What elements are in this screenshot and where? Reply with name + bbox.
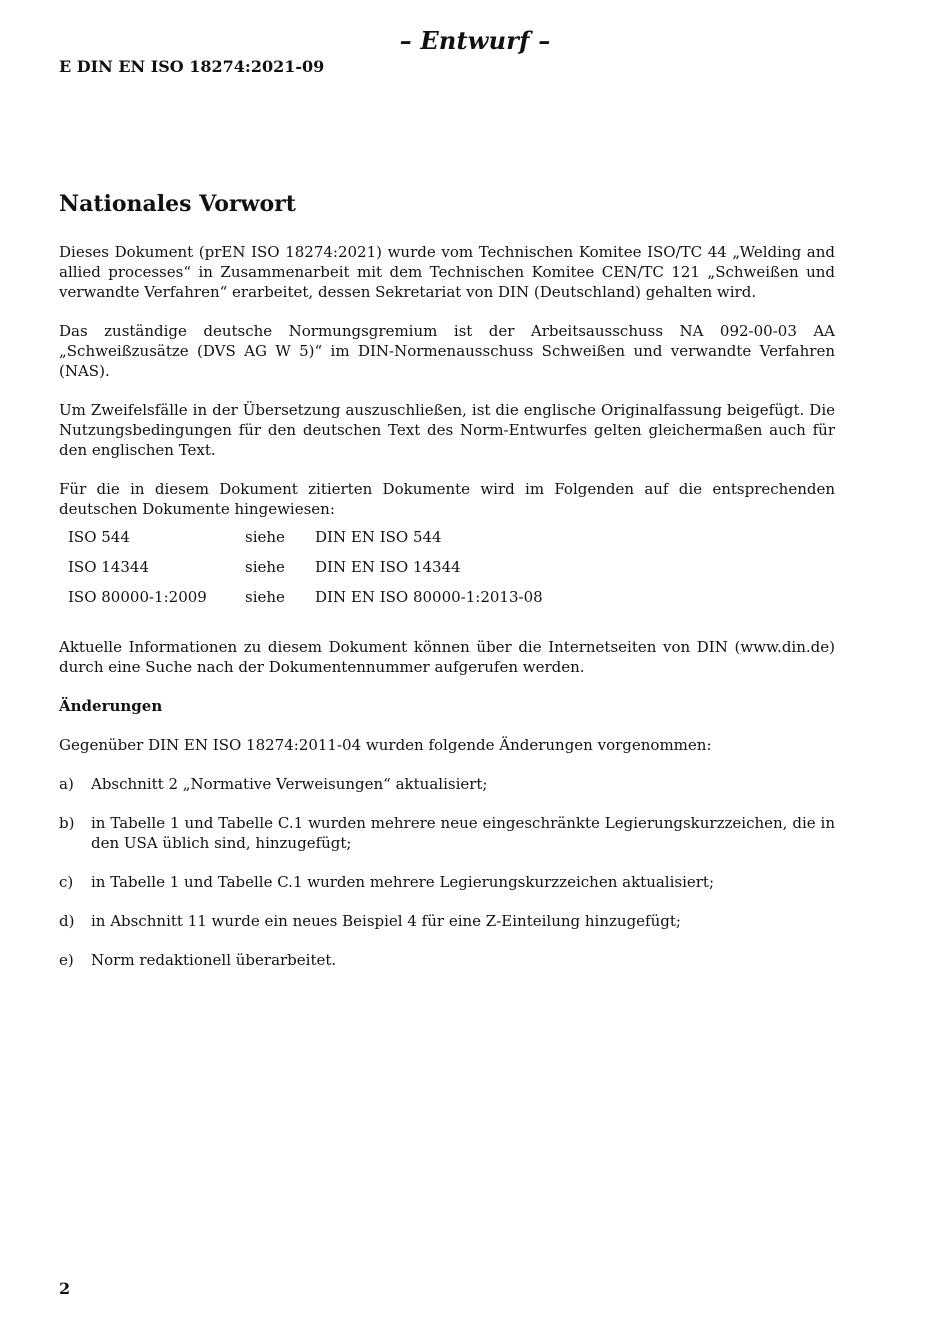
din-reference: DIN EN ISO 80000-1:2013-08	[315, 588, 543, 606]
list-text: Abschnitt 2 „Normative Verweisungen“ aktualisiert;	[91, 775, 488, 793]
changes-intro: Gegenüber DIN EN ISO 18274:2011-04 wurden folgende Änderungen vorgenommen:	[59, 736, 712, 754]
list-marker: b)	[59, 814, 75, 832]
see-label: siehe	[245, 528, 285, 546]
list-text: in Tabelle 1 und Tabelle C.1 wurden mehrere neue eingeschränkte Legierungskurzzeichen, die in den USA üblich sind, hinzugefügt;	[91, 814, 835, 852]
page-number: 2	[59, 1279, 71, 1298]
reference-row	[59, 587, 543, 617]
paragraph-committee: Dieses Dokument (prEN ISO 18274:2021) wurde vom Technischen Komitee ISO/TC 44 „Welding and allied processes“ in Zusammenarbeit mit dem Technischen Komitee CEN/TC 121 „Schweißen und verwandte Verfahren“ erarbeitet, dessen Sekretariat von DIN (Deutschland) gehalten wird.	[59, 243, 835, 301]
see-label: siehe	[245, 588, 285, 606]
changes-list	[59, 774, 835, 970]
list-item	[59, 872, 835, 892]
din-reference: DIN EN ISO 544	[315, 528, 442, 546]
list-item	[59, 950, 835, 970]
national-foreword-section	[59, 190, 835, 989]
list-text: Norm redaktionell überarbeitet.	[91, 951, 337, 969]
reference-row	[59, 557, 543, 587]
din-reference: DIN EN ISO 14344	[315, 558, 461, 576]
reference-table	[59, 527, 543, 617]
see-label: siehe	[245, 558, 285, 576]
list-item	[59, 813, 835, 853]
paragraph-standards-body: Das zuständige deutsche Normungsgremium ist der Arbeitsausschuss NA 092-00-03 AA „Schweißzusätze (DVS AG W 5)“ im DIN-Normenausschuss Schweißen und verwandte Verfahren (NAS).	[59, 322, 835, 380]
list-marker: c)	[59, 873, 74, 891]
draft-label: – Entwurf –	[399, 26, 551, 55]
list-marker: e)	[59, 951, 74, 969]
document-id: E DIN EN ISO 18274:2021-09	[59, 57, 325, 76]
changes-heading: Änderungen	[59, 697, 163, 715]
iso-reference: ISO 544	[68, 528, 130, 546]
list-item	[59, 774, 835, 794]
iso-reference: ISO 80000-1:2009	[68, 588, 207, 606]
section-title: Nationales Vorwort	[59, 191, 296, 217]
list-marker: a)	[59, 775, 74, 793]
list-item	[59, 911, 835, 931]
paragraph-translation: Um Zweifelsfälle in der Übersetzung auszuschließen, ist die englische Originalfassung beigefügt. Die Nutzungsbedingungen für den deutschen Text des Norm-Entwurfes gelten gleichermaßen auch für den englischen Text.	[59, 401, 835, 459]
list-text: in Abschnitt 11 wurde ein neues Beispiel 4 für eine Z-Einteilung hinzugefügt;	[91, 912, 681, 930]
list-text: in Tabelle 1 und Tabelle C.1 wurden mehrere Legierungskurzzeichen aktualisiert;	[91, 873, 715, 891]
paragraph-info: Aktuelle Informationen zu diesem Dokument können über die Internetseiten von DIN (www.din.de) durch eine Suche nach der Dokumentennummer aufgerufen werden.	[59, 638, 835, 676]
paragraph-references-intro: Für die in diesem Dokument zitierten Dokumente wird im Folgenden auf die entsprechenden deutschen Dokumente hingewiesen:	[59, 480, 835, 518]
reference-row	[59, 527, 543, 557]
list-marker: d)	[59, 912, 75, 930]
iso-reference: ISO 14344	[68, 558, 149, 576]
